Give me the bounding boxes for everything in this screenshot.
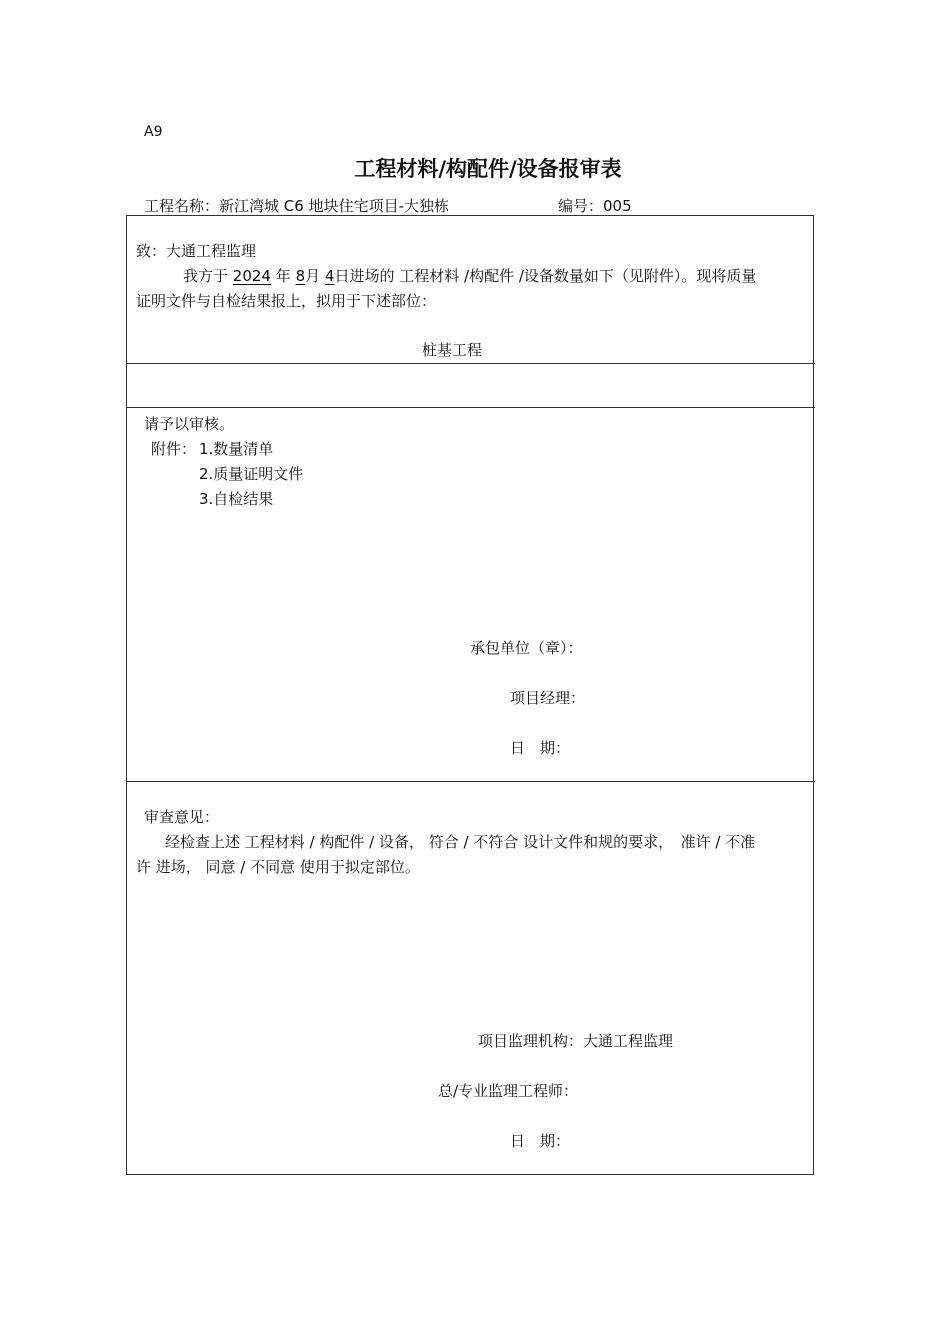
month-unit: 月	[305, 267, 321, 285]
attachment-item: 2.质量证明文件	[199, 465, 304, 483]
entry-statement-line1	[183, 265, 756, 286]
supervision-org-label: 项目监理机构：	[478, 1032, 584, 1050]
entry-statement-line2: 证明文件与自检结果报上，拟用于下述部位：	[136, 292, 437, 310]
project-manager-label: 项目经理：	[510, 689, 586, 707]
contractor-seal-label: 承包单位（章）：	[470, 639, 583, 657]
attachment-item: 3.自检结果	[199, 490, 274, 508]
statement-prefix: 我方于	[183, 267, 229, 285]
number-value: 005	[603, 197, 632, 215]
review-request: 请予以审核。	[144, 415, 235, 433]
row-divider-2	[126, 407, 815, 408]
attachments-label: 附件：	[151, 440, 197, 458]
supervision-org-value: 大通工程监理	[583, 1032, 674, 1050]
statement-middle: 日进场的	[334, 267, 395, 285]
entry-year: 2024	[232, 267, 271, 285]
supervision-date-label: 日 期：	[510, 1132, 571, 1150]
usage-location: 桩基工程	[422, 341, 483, 359]
attachment-item: 1.数量清单	[199, 440, 274, 458]
project-label: 工程名称：	[144, 197, 220, 215]
supervising-engineer-label: 总/专业监理工程师：	[438, 1082, 579, 1100]
row-divider-3	[126, 781, 815, 782]
to-value: 大通工程监理	[166, 242, 257, 260]
supervision-org-row	[478, 1030, 673, 1051]
entry-month: 8	[295, 267, 306, 285]
number-row	[558, 195, 632, 216]
statement-items: 工程材料 /构配件 /设备数量如下（见附件）。现将质量	[399, 267, 757, 285]
review-opinion-label: 审查意见：	[144, 808, 220, 826]
contractor-date-label: 日 期：	[510, 739, 571, 757]
project-name-row	[144, 195, 449, 216]
review-opinion-line1: 经检查上述 工程材料 / 构配件 / 设备， 符合 / 不符合 设计文件和规的要求， 准许 / 不准	[165, 833, 756, 851]
form-code: A9	[144, 124, 163, 140]
number-label: 编号：	[558, 197, 604, 215]
page-title: 工程材料/构配件/设备报审表	[354, 157, 622, 181]
entry-day: 4	[324, 267, 335, 285]
project-name: 新江湾城 C6 地块住宅项目-大独栋	[219, 197, 449, 215]
to-label: 致：	[136, 242, 167, 260]
review-opinion-line2: 许 进场， 同意 / 不同意 使用于拟定部位。	[136, 858, 420, 876]
addressee-row	[136, 240, 256, 261]
year-unit: 年	[275, 267, 291, 285]
row-divider-1	[126, 363, 815, 364]
